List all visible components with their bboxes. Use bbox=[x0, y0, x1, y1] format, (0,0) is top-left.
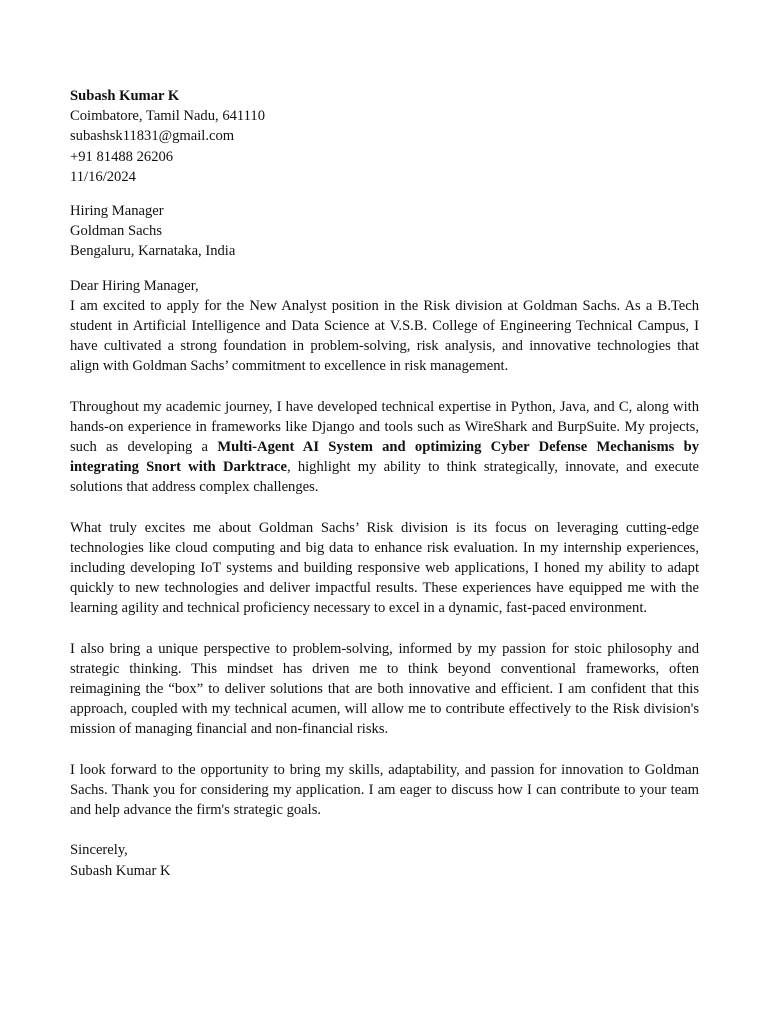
recipient-title: Hiring Manager bbox=[70, 203, 164, 220]
signature-name: Subash Kumar K bbox=[70, 862, 171, 879]
paragraph-experience bbox=[70, 397, 699, 498]
sender-phone: +91 81488 26206 bbox=[70, 148, 174, 165]
paragraph-experience-bold: Multi-Agent AI System and optimizing Cyber Defense Mechanisms by integrating Snort with Darktrace bbox=[70, 439, 699, 476]
paragraph-experience-text-2: , highlight my ability to think strategically, innovate, and execute solutions that address complex challenges. bbox=[70, 459, 699, 496]
spacer bbox=[70, 498, 699, 518]
spacer bbox=[70, 619, 699, 639]
salutation: Dear Hiring Manager, bbox=[70, 277, 199, 294]
recipient-block bbox=[70, 201, 699, 262]
paragraph-experience-text-1: Throughout my academic journey, I have developed technical expertise in Python, Java, and C, along with hands-on experience in frameworks like Django and tools such as WireShark and BurpSuite. My projects, such as developing a bbox=[70, 398, 699, 456]
recipient-location: Bengaluru, Karnataka, India bbox=[70, 243, 236, 260]
cover-letter bbox=[70, 86, 699, 881]
valediction: Sincerely, bbox=[70, 842, 128, 859]
recipient-company: Goldman Sachs bbox=[70, 223, 163, 240]
spacer bbox=[70, 187, 699, 201]
paragraph-intro: I am excited to apply for the New Analyst position in the Risk division at Goldman Sachs. As a B.Tech student in Artificial Intelligence and Data Science at V.S.B. College of Engineering Technical Campus, I have cultivated a strong foundation in problem-solving, risk analysis, and innovative technologies that align with Goldman Sachs’ commitment to excellence in risk management. bbox=[70, 297, 699, 375]
spacer bbox=[70, 820, 699, 840]
spacer bbox=[70, 377, 699, 397]
paragraph-perspective: I also bring a unique perspective to problem-solving, informed by my passion for stoic philosophy and strategic thinking. This mindset has driven me to think beyond conventional frameworks, often reimagining the “box” to deliver solutions that are both innovative and efficient. I am confident that this approach, coupled with my technical acumen, will allow me to contribute effectively to the Risk division's mission of managing financial and non-financial risks. bbox=[70, 640, 699, 738]
sender-name: Subash Kumar K bbox=[70, 88, 180, 104]
closing-block bbox=[70, 840, 699, 880]
spacer bbox=[70, 262, 699, 276]
sender-address: Coimbatore, Tamil Nadu, 641110 bbox=[70, 108, 266, 125]
letter-date: 11/16/2024 bbox=[70, 168, 136, 185]
sender-email: subashsk11831@gmail.com bbox=[70, 128, 235, 145]
paragraph-closing: I look forward to the opportunity to bring my skills, adaptability, and passion for innovation to Goldman Sachs. Thank you for considering my application. I am eager to discuss how I can contribute to your team and help advance the firm's strategic goals. bbox=[70, 761, 699, 819]
paragraph-motivation: What truly excites me about Goldman Sachs’ Risk division is its focus on leveraging cutting-edge technologies like cloud computing and big data to enhance risk evaluation. In my internship experiences, including developing IoT systems and building responsive web applications, I honed my ability to adapt quickly to new technologies and deliver impactful results. These experiences have equipped me with the learning agility and technical proficiency necessary to excel in a dynamic, fast-paced environment. bbox=[70, 519, 699, 617]
spacer bbox=[70, 740, 699, 760]
sender-block bbox=[70, 86, 699, 187]
